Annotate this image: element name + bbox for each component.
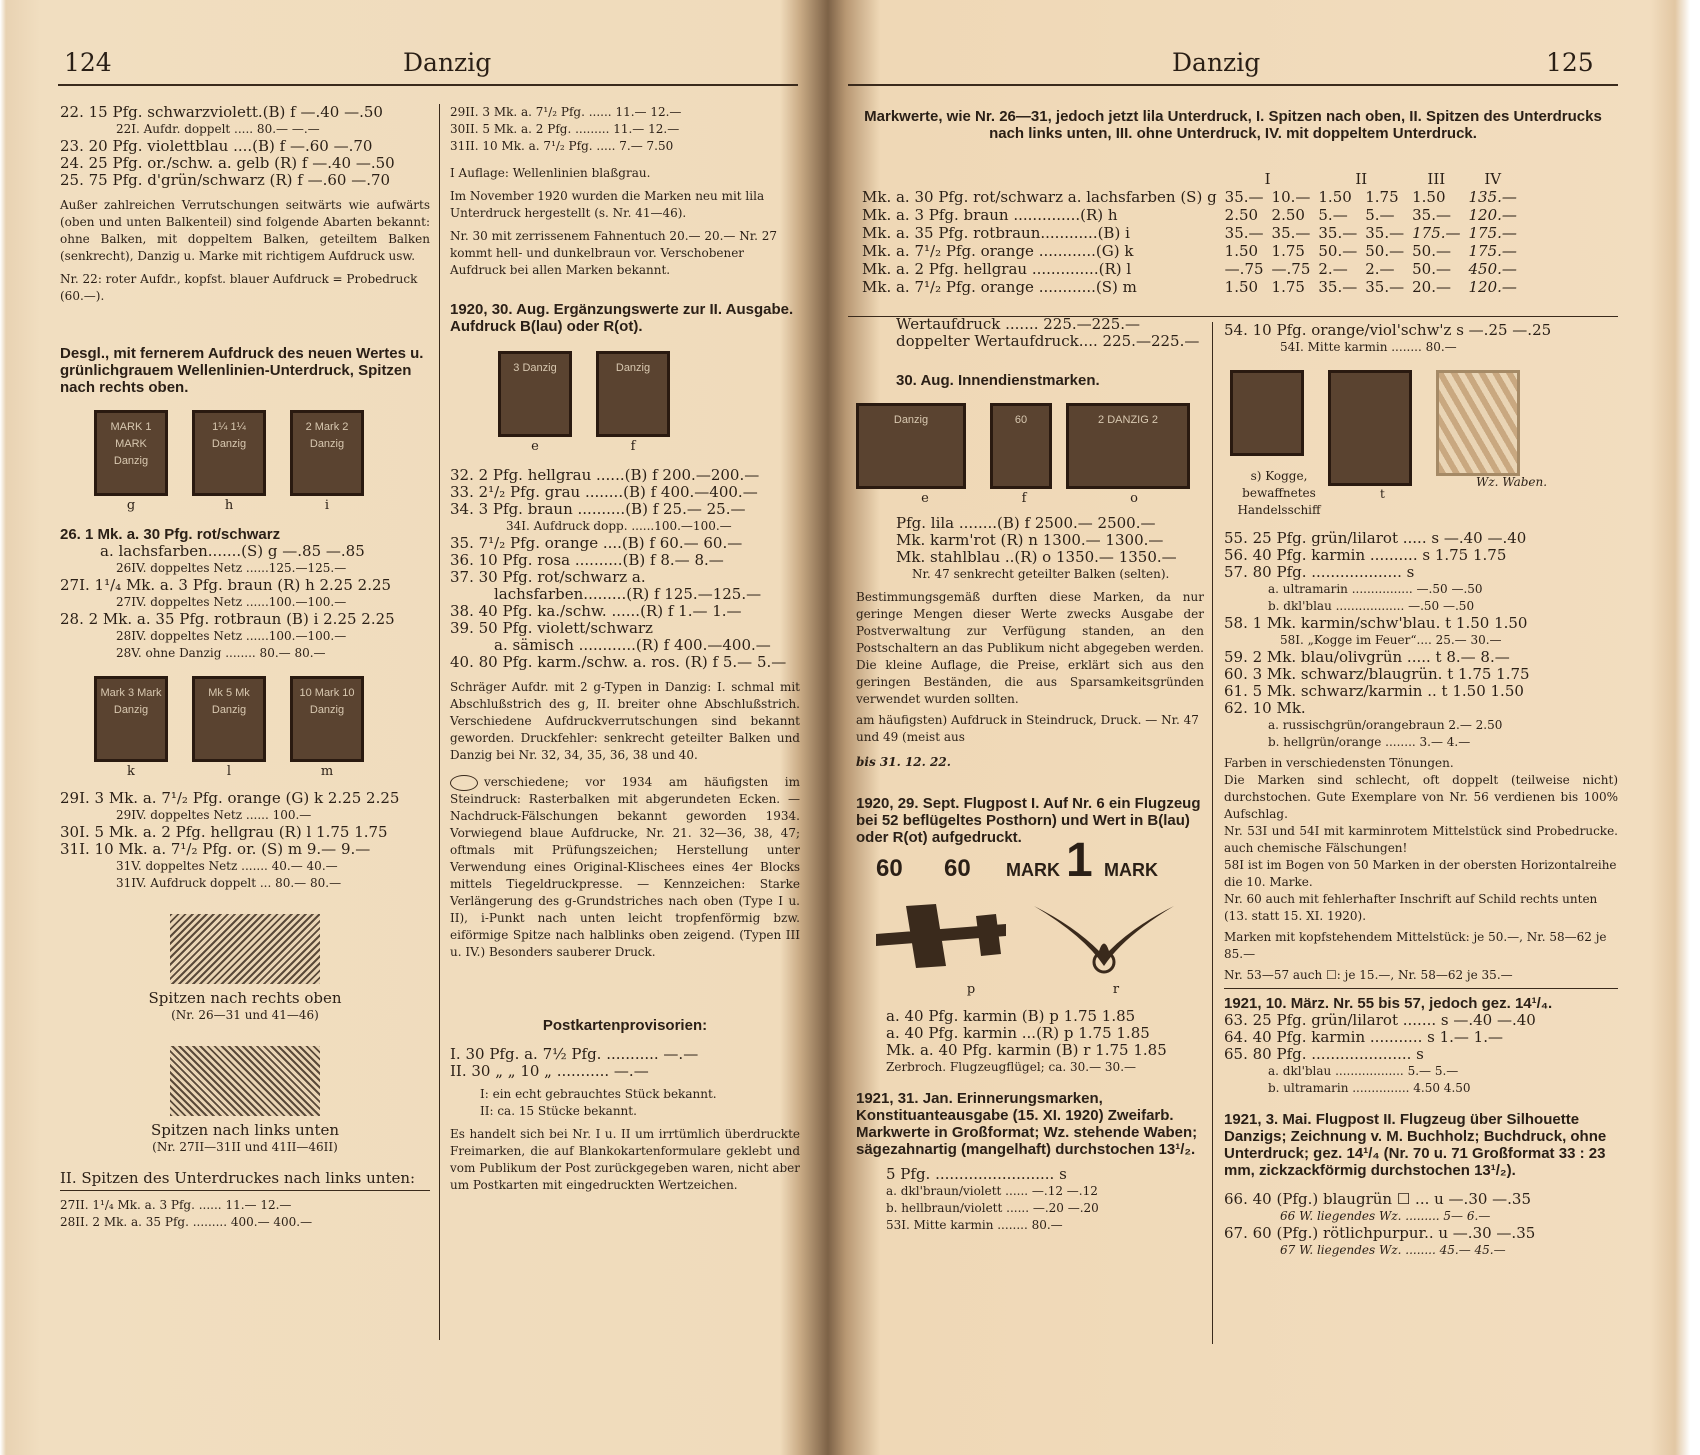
note: Nr. 53—57 auch ☐: je 15.—, Nr. 58—62 je 35.— [1224, 967, 1618, 989]
overprint-value: 1 [1066, 834, 1093, 887]
note: Es handelt sich bei Nr. I u. II um irrtümlich überdruckte Freimarken, die auf Blankokartenformulare geklebt und vom Publikum der Post zurückgegeben waren, nicht aber um Postkarten mit eingedruckten Wertzeichen. [450, 1127, 800, 1192]
entry-line: 39. 50 Pfg. violett/schwarz [450, 620, 653, 637]
entry-line: 29II. 3 Mk. a. 7¹/₂ Pfg. ...... 11.— 12.— [450, 105, 682, 119]
entry-line: a. ultramarin ................ —.50 —.50 [1268, 582, 1483, 596]
entry-line: 33. 2¹/₂ Pfg. grau ........(B) f 400.—400.— [450, 484, 758, 501]
note: Außer zahlreichen Verrutschungen seitwärts wie aufwärts (oben und unten Balkenteil) sind folgende Abarten bekannt: ohne Balken, mit doppeltem Balken, geteiltem Balken (senkrecht), Danzig u. Marke mit richtigem Aufdruck usw. [60, 198, 430, 263]
section-heading: 1920, 30. Aug. Ergänzungswerte zur II. Ausgabe. Aufdruck B(lau) oder R(ot). [450, 301, 794, 335]
table-header: IV [1484, 170, 1502, 188]
forgery-note [450, 774, 800, 961]
entry-line: a. dkl'braun/violett ...... —.12 —.12 [886, 1184, 1098, 1198]
table-cell: 35.— [1224, 188, 1264, 206]
entry-line: 29I. 3 Mk. a. 7¹/₂ Pfg. orange (G) k 2.25 2.25 [60, 790, 400, 807]
note: am häufigsten) Aufdruck in Steindruck, Druck. — Nr. 47 und 49 (meist aus [856, 713, 1199, 744]
table-cell: 175.— [1468, 242, 1517, 260]
table-cell: 35.— [1318, 278, 1358, 296]
stamp-row [450, 351, 800, 437]
entry-line: 28V. ohne Danzig ........ 80.— 80.— [116, 646, 326, 660]
stamp-image: Mk 5 Mk Danzig [192, 676, 266, 762]
entry-line: 22. 15 Pfg. schwarzviolett.(B) f —.40 —.50 [60, 104, 383, 121]
entry-line: 57. 80 Pfg. ................... s [1224, 564, 1415, 581]
entry-line: 24. 25 Pfg. or./schw. a. gelb (R) f —.40 —.50 [60, 155, 395, 172]
price-table [858, 170, 1521, 296]
stamp-labels [856, 980, 1204, 998]
note: Farben in verschiedensten Tönungen. [1224, 756, 1454, 770]
table-cell: Mk. a. 7¹/₂ Pfg. orange ............(S) m [862, 278, 1137, 296]
table-row [858, 224, 1521, 242]
entry-line: 32. 2 Pfg. hellgrau ......(B) f 200.—200.— [450, 467, 760, 484]
entry-line: 29IV. doppeltes Netz ...... 100.— [116, 808, 312, 822]
entry-line: doppelter Wertaufdruck.... 225.—225.— [896, 333, 1200, 350]
pattern-subcaption: (Nr. 26—31 und 41—46) [171, 1008, 319, 1022]
entry-line: 63. 25 Pfg. grün/lilarot ....... s —.40 —.40 [1224, 1012, 1536, 1029]
note: II: ca. 15 Stücke bekannt. [480, 1104, 637, 1118]
table-cell: 1.50 [1224, 242, 1259, 260]
table-cell: 20.— [1412, 278, 1451, 296]
entry-line: 28II. 2 Mk. a. 35 Pfg. ......... 400.— 400.— [60, 1215, 313, 1229]
left-page [28, 0, 808, 1425]
stamp-image: Mark 3 Mark Danzig [94, 676, 168, 762]
note: I: ein echt gebrauchtes Stück bekannt. [480, 1087, 717, 1101]
entry-line: Pfg. lila ........(B) f 2500.— 2500.— [896, 515, 1156, 532]
entry-line: 64. 40 Pfg. karmin ........... s 1.— 1.— [1224, 1029, 1503, 1046]
overprint-text: MARK [1006, 860, 1060, 880]
table-header-row [858, 170, 1521, 188]
entry-line: 67. 60 (Pfg.) rötlichpurpur.. u —.30 —.35 [1224, 1225, 1536, 1242]
stamp-labels [60, 762, 430, 780]
table-cell: 35.— [1318, 224, 1358, 242]
table-cell: 135.— [1468, 188, 1517, 206]
stamp-label: i [324, 498, 330, 513]
table-cell: 1.75 [1365, 188, 1399, 206]
forgery-symbol-icon [450, 775, 478, 791]
table-cell: Mk. a. 30 Pfg. rot/schwarz a. lachsfarben (S) g [862, 188, 1217, 206]
table-cell: 1.50 [1318, 188, 1352, 206]
stamp-label: p [966, 982, 976, 997]
table-header: II [1355, 170, 1368, 188]
entry-line: 27I. 1¹/₄ Mk. a. 3 Pfg. braun (R) h 2.25 2.25 [60, 577, 392, 594]
entry-line: 65. 80 Pfg. ..................... s [1224, 1046, 1424, 1063]
entry-line: 30I. 5 Mk. a. 2 Pfg. hellgrau (R) l 1.75 1.75 [60, 824, 388, 841]
entry-line: 53I. Mitte karmin ........ 80.— [886, 1218, 1063, 1232]
entry-line: 67 W. liegendes Wz. ........ 45.— 45.— [1280, 1243, 1506, 1257]
entry-line: 59. 2 Mk. blau/olivgrün ..... t 8.— 8.— [1224, 649, 1510, 666]
entry-line: 31I. 10 Mk. a. 7¹/₂ Pfg. or. (S) m 9.— 9.— [60, 841, 371, 858]
entry-line: 60. 3 Mk. schwarz/blaugrün. t 1.75 1.75 [1224, 666, 1530, 683]
section-heading: II. Spitzen des Unterdruckes nach links unten: [60, 1170, 430, 1191]
right-page [848, 0, 1648, 1425]
table-cell: 5.— [1318, 206, 1348, 224]
stamp-label: r [1112, 982, 1120, 997]
entry-line: a. russischgrün/orangebraun 2.— 2.50 [1268, 718, 1503, 732]
entry-line: 38. 40 Pfg. ka./schw. ......(R) f 1.— 1.— [450, 603, 742, 620]
section-heading: 1921, 10. März. Nr. 55 bis 57, jedoch gez. 14¹/₄. [1224, 995, 1553, 1012]
table-header: III [1427, 170, 1446, 188]
table-cell: 1.50 [1412, 188, 1446, 206]
note: Nr. 60 auch mit fehlerhafter Inschrift auf Schild rechts unten (13. statt 15. XI. 1920). [1224, 892, 1598, 923]
entry-line: 55. 25 Pfg. grün/lilarot ..... s —.40 —.40 [1224, 530, 1527, 547]
left-column-1 [60, 104, 430, 1231]
table-cell: 35.— [1224, 224, 1264, 242]
entry-line: 54I. Mitte karmin ........ 80.— [1280, 340, 1457, 354]
entry-line: 56. 40 Pfg. karmin .......... s 1.75 1.75 [1224, 547, 1507, 564]
note: I Auflage: Wellenlinien blaßgrau. [450, 166, 651, 180]
right-page-number: 125 [1546, 48, 1594, 77]
entry-line: a. lachsfarben.......(S) g —.85 —.85 [100, 543, 365, 560]
note-text: verschiedene; vor 1934 am häufigsten im Steindruck: Rasterbalken mit abgerundeten Ecken. — Nachdruck-Fälschungen bekannt geworden 1934. Vorwiegend blaue Aufdrucke, Nr. 21. 32—36, 38, 47; oftmals mit Prüfungszeichen; Herstellung unter Verwendung eines Original-Klischees eines 4er Blocks mittels Tiegeldruckpresse. — Kennzeichen: Starke Verlängerung des g-Grundstriches nach oben (Type I u. II), i-Punkt nach unten leicht tropfenförmig bzw. eiförmige Spitze nach halblinks oben zeigend. (Typen III u. IV.) Besonders sauberer Druck. [450, 775, 800, 959]
table-cell: 1.75 [1271, 242, 1305, 260]
entry-line: b. dkl'blau .................. —.50 —.50 [1268, 599, 1475, 613]
table-cell: 2.— [1365, 260, 1395, 278]
stamp-image: Danzig [596, 351, 670, 437]
table-cell: 35.— [1412, 206, 1451, 224]
stamp-label: f [630, 439, 636, 454]
right-column-1 [856, 316, 1204, 1234]
note: Die Marken sind schlecht, oft doppelt (teilweise nicht) durchstochen. Gute Exemplare von Nr. 56 verdienen bis 100% Aufschlag. [1224, 773, 1618, 821]
entry-line: Mk. karm'rot (R) n 1300.— 1300.— [896, 532, 1164, 549]
entry-line: 22I. Aufdr. doppelt ..... 80.— —.— [116, 122, 320, 136]
entry-line: Mk. stahlblau ..(R) o 1350.— 1350.— [896, 549, 1177, 566]
table-cell: Mk. a. 7¹/₂ Pfg. orange ............(G) k [862, 242, 1134, 260]
stamp-label: o [1130, 491, 1138, 506]
entry-line: 66. 40 (Pfg.) blaugrün ☐ ... u —.30 —.35 [1224, 1191, 1532, 1208]
entry-line: 28IV. doppeltes Netz ......100.—100.— [116, 629, 347, 643]
section-heading: 1920, 29. Sept. Flugpost I. Auf Nr. 6 ein Flugzeug bei 52 beflügeltes Posthorn) und Wert in B(lau) oder R(ot) aufgedruckt. [856, 795, 1201, 846]
stamp-image: 60 [990, 403, 1052, 489]
entry-line: 58. 1 Mk. karmin/schw'blau. t 1.50 1.50 [1224, 615, 1528, 632]
stamp-label: l [226, 764, 232, 779]
entry-line: 37. 30 Pfg. rot/schwarz a. [450, 569, 646, 586]
table-cell: 10.— [1271, 188, 1311, 206]
kogge-stamp-image [1230, 370, 1304, 456]
table-cell: Mk. a. 3 Pfg. braun ..............(R) h [862, 206, 1118, 224]
stamp-image: 2 DANZIG 2 [1066, 403, 1190, 489]
table-cell: 2.— [1318, 260, 1348, 278]
stamp-label: t [1380, 487, 1385, 501]
left-page-title: Danzig [403, 48, 492, 77]
entry-line: 35. 7¹/₂ Pfg. orange ....(B) f 60.— 60.— [450, 535, 743, 552]
watermark-honeycomb-image [1436, 370, 1520, 476]
stamp-image: MARK 1 MARK Danzig [94, 410, 168, 496]
table-row [858, 260, 1521, 278]
table-row [858, 242, 1521, 260]
entry-line: Wertaufdruck ....... 225.—225.— [896, 316, 1141, 333]
entry-line: 34I. Aufdruck dopp. ......100.—100.— [506, 519, 732, 533]
entry-line: 31V. doppeltes Netz ....... 40.— 40.— [116, 859, 338, 873]
note: Schräger Aufdr. mit 2 g-Typen in Danzig: I. schmal mit Abschlußstrich des g, II. breiter ohne Abschlußstrich. Verschiedene Aufdruckverrutschungen sind bekannt geworden. Druckfehler: senkrecht geteilter Balken und Danzig bei Nr. 32, 34, 35, 36, 38 und 40. [450, 680, 800, 762]
section-heading: 1921, 3. Mai. Flugpost II. Flugzeug über Silhouette Danzigs; Zeichnung v. M. Buchholz; Buchdruck, ohne Unterdruck; gez. 14¹/₄ (Nr. 70 u. 71 Großformat 33 : 23 mm, zickzackförmig durchstochen 13¹/₂). [1224, 1111, 1607, 1179]
entry-line: 54. 10 Pfg. orange/viol'schw'z s —.25 —.25 [1224, 322, 1552, 339]
stamp-image: 3 Danzig [498, 351, 572, 437]
entry-line: I. 30 Pfg. a. 7½ Pfg. ........... —.— [450, 1046, 699, 1063]
table-cell: Mk. a. 35 Pfg. rotbraun............(B) i [862, 224, 1130, 242]
entry-line: 61. 5 Mk. schwarz/karmin .. t 1.50 1.50 [1224, 683, 1524, 700]
note: 58I ist im Bogen von 50 Marken in der obersten Horizontalreihe die 10. Marke. [1224, 858, 1617, 889]
entry-line: 26. 1 Mk. a. 30 Pfg. rot/schwarz [60, 526, 281, 543]
right-header-rule [848, 84, 1618, 86]
column-divider [439, 104, 440, 1340]
table-cell: —.75 [1271, 260, 1311, 278]
left-header-rule [58, 84, 798, 86]
note: Marken mit kopfstehendem Mittelstück: je 50.—, Nr. 58—62 je 85.— [1224, 930, 1607, 961]
right-column-2 [1224, 322, 1618, 1259]
section-heading: Postkartenprovisorien: [542, 1017, 708, 1034]
stamp-labels [450, 437, 800, 455]
stamp-label: h [224, 498, 234, 513]
overprint-text: MARK [1104, 860, 1158, 880]
table-cell: 5.— [1365, 206, 1395, 224]
entry-line: 27IV. doppeltes Netz ......100.—100.— [116, 595, 347, 609]
entry-line: 58I. „Kogge im Feuer“.... 25.— 30.— [1280, 633, 1502, 647]
entry-line: Mk. a. 40 Pfg. karmin (B) r 1.75 1.85 [886, 1042, 1167, 1059]
right-page-title: Danzig [1172, 48, 1261, 77]
stamp-label: f [1021, 491, 1027, 506]
entry-line: II. 30 „ „ 10 „ ........... —.— [450, 1063, 649, 1080]
note: Nr. 47 senkrecht geteilter Balken (selten). [912, 567, 1170, 581]
entry-line: a. 40 Pfg. karmin ...(R) p 1.75 1.85 [886, 1025, 1150, 1042]
stamp-label: k [127, 764, 135, 779]
table-cell: 450.— [1468, 260, 1517, 278]
stamp-image: 1¼ 1¼ Danzig [192, 410, 266, 496]
table-cell: 50.— [1365, 242, 1405, 260]
table-cell: Mk. a. 2 Pfg. hellgrau ..............(R) l [862, 260, 1132, 278]
left-page-number: 124 [64, 48, 112, 77]
entry-line: b. ultramarin ............... 4.50 4.50 [1268, 1081, 1471, 1095]
stamp-image: Danzig [856, 403, 966, 489]
left-column-2 [450, 104, 800, 1194]
table-cell: 175.— [1412, 224, 1461, 242]
section-heading: 30. Aug. Innendienstmarken. [896, 372, 1100, 389]
table-cell: 120.— [1468, 206, 1517, 224]
entry-line: 31IV. Aufdruck doppelt ... 80.— 80.— [116, 876, 342, 890]
stamp-captions [1224, 469, 1618, 530]
section-heading: Markwerte, wie Nr. 26—31, jedoch jetzt lila Unterdruck, I. Spitzen nach oben, II. Spitzen des Unterdrucks nach links unten, III. ohne Unterdruck, IV. mit doppeltem Unterdruck. [864, 108, 1602, 142]
kogge-stamp-image [1328, 370, 1412, 486]
overprint-value: 60 [876, 855, 903, 882]
note: Bestimmungsgemäß durften diese Marken, da nur geringe Mengen dieser Werte zwecks Ausgabe der Postverwaltung zur Verfügung standen, an den Postschaltern an das Publikum nicht abgegeben werden. Die kleine Auflage, die Preise, erklärt sich aus den geringen Beständen, die aus Sparsamkeitsgründen verwendet wurden sollten. [856, 590, 1204, 706]
watermark-caption: Wz. Waben. [1476, 475, 1548, 489]
overprint-illustration [856, 834, 1204, 980]
stamp-label: m [320, 764, 334, 779]
table-cell: 120.— [1468, 278, 1517, 296]
table-cell: 1.75 [1271, 278, 1305, 296]
entry-line: b. hellgrün/orange ........ 3.— 4.— [1268, 735, 1471, 749]
table-cell: 50.— [1412, 260, 1451, 278]
note: Nr. 30 mit zerrissenem Fahnentuch 20.— 20.— Nr. 27 kommt hell- und dunkelbraun vor. Verschobener Aufdruck bei allen Marken bekannt. [450, 229, 778, 277]
note: Nr. 53I und 54I mit karminrotem Mittelstück sind Probedrucke. auch chemische Fälschungen! [1224, 824, 1618, 855]
note: bis 31. 12. 22. [856, 755, 951, 769]
stamp-label: e [531, 439, 539, 454]
entry-line: 40. 80 Pfg. karm./schw. a. ros. (R) f 5.— 5.— [450, 654, 787, 671]
stamp-label: g [126, 498, 136, 513]
entry-line: Zerbroch. Flugzeugflügel; ca. 30.— 30.— [886, 1060, 1137, 1074]
note: Nr. 22: roter Aufdr., kopfst. blauer Aufdruck = Probedruck (60.—). [60, 272, 418, 303]
entry-line: 27II. 1¹/₄ Mk. a. 3 Pfg. ...... 11.— 12.— [60, 1198, 292, 1212]
entry-line: 25. 75 Pfg. d'grün/schwarz (R) f —.60 —.70 [60, 172, 391, 189]
stamp-image: 10 Mark 10 Danzig [290, 676, 364, 762]
stamp-row [60, 676, 430, 762]
stamp-row [856, 403, 1204, 489]
table-cell: 35.— [1365, 224, 1405, 242]
entry-line: 5 Pfg. ......................... s [886, 1166, 1067, 1183]
entry-line: b. hellbraun/violett ...... —.20 —.20 [886, 1201, 1099, 1215]
pattern-caption: Spitzen nach links unten [150, 1121, 340, 1139]
table-header: I [1264, 170, 1271, 188]
entry-line: 66 W. liegendes Wz. ......... 5— 6.— [1280, 1209, 1491, 1223]
entry-line: 26IV. doppeltes Netz ......125.—125.— [116, 561, 347, 575]
table-cell: 50.— [1318, 242, 1358, 260]
table-cell: 50.— [1412, 242, 1451, 260]
stamp-labels [60, 496, 430, 514]
stamp-caption: s) Kogge, bewaffnetes Handelsschiff [1237, 469, 1321, 517]
entry-line: 36. 10 Pfg. rosa ..........(B) f 8.— 8.— [450, 552, 724, 569]
entry-line: a. 40 Pfg. karmin (B) p 1.75 1.85 [886, 1008, 1136, 1025]
table-row [858, 188, 1521, 206]
entry-line: a. dkl'blau .................. 5.— 5.— [1268, 1064, 1459, 1078]
entry-line: 23. 20 Pfg. violettblau ....(B) f —.60 —.70 [60, 138, 373, 155]
underprint-pattern-image [170, 1046, 320, 1116]
section-heading: Desgl., mit fernerem Aufdruck des neuen Wertes u. grünlichgrauem Wellenlinien-Unterdruck, Spitzen nach rechts oben. [60, 345, 424, 396]
table-row [858, 278, 1521, 296]
table-cell: 35.— [1271, 224, 1311, 242]
stamp-image: 2 Mark 2 Danzig [290, 410, 364, 496]
table-cell: —.75 [1224, 260, 1264, 278]
entry-line: 28. 2 Mk. a. 35 Pfg. rotbraun (B) i 2.25 2.25 [60, 611, 395, 628]
entry-line: a. sämisch ............(R) f 400.—400.— [494, 637, 771, 654]
overprint-value: 60 [944, 855, 971, 882]
stamp-labels [856, 489, 1204, 507]
entry-line: 31II. 10 Mk. a. 7¹/₂ Pfg. ..... 7.— 7.50 [450, 139, 674, 153]
stamp-label: e [921, 491, 929, 506]
table-row [858, 206, 1521, 224]
winged-posthorn-icon [1024, 896, 1184, 976]
table-cell: 35.— [1365, 278, 1405, 296]
section-heading: 1921, 31. Jan. Erinnerungsmarken, Konstituanteausgabe (15. XI. 1920) Zweifarb. Markwerte in Großformat; Wz. stehende Waben; sägezahnartig (mangelhaft) durchstochen 13¹/₂. [856, 1090, 1198, 1158]
entry-line: 30II. 5 Mk. a. 2 Pfg. ......... 11.— 12.— [450, 122, 680, 136]
table-cell: 2.50 [1224, 206, 1259, 224]
entry-line: lachsfarben.........(R) f 125.—125.— [494, 586, 762, 603]
table-cell: 1.50 [1224, 278, 1259, 296]
table-cell: 2.50 [1271, 206, 1305, 224]
pattern-caption: Spitzen nach rechts oben [148, 989, 342, 1007]
airplane-icon [866, 896, 1016, 974]
pattern-subcaption: (Nr. 27II—31II und 41II—46II) [152, 1140, 338, 1154]
note: Im November 1920 wurden die Marken neu mit lila Unterdruck hergestellt (s. Nr. 41—46). [450, 189, 765, 220]
column-divider [1212, 322, 1213, 1344]
table-cell: 175.— [1468, 224, 1517, 242]
stamp-row [60, 410, 430, 496]
entry-line: 34. 3 Pfg. braun ..........(B) f 25.— 25.— [450, 501, 746, 518]
underprint-pattern-image [170, 914, 320, 984]
entry-line: 62. 10 Mk. [1224, 700, 1306, 717]
